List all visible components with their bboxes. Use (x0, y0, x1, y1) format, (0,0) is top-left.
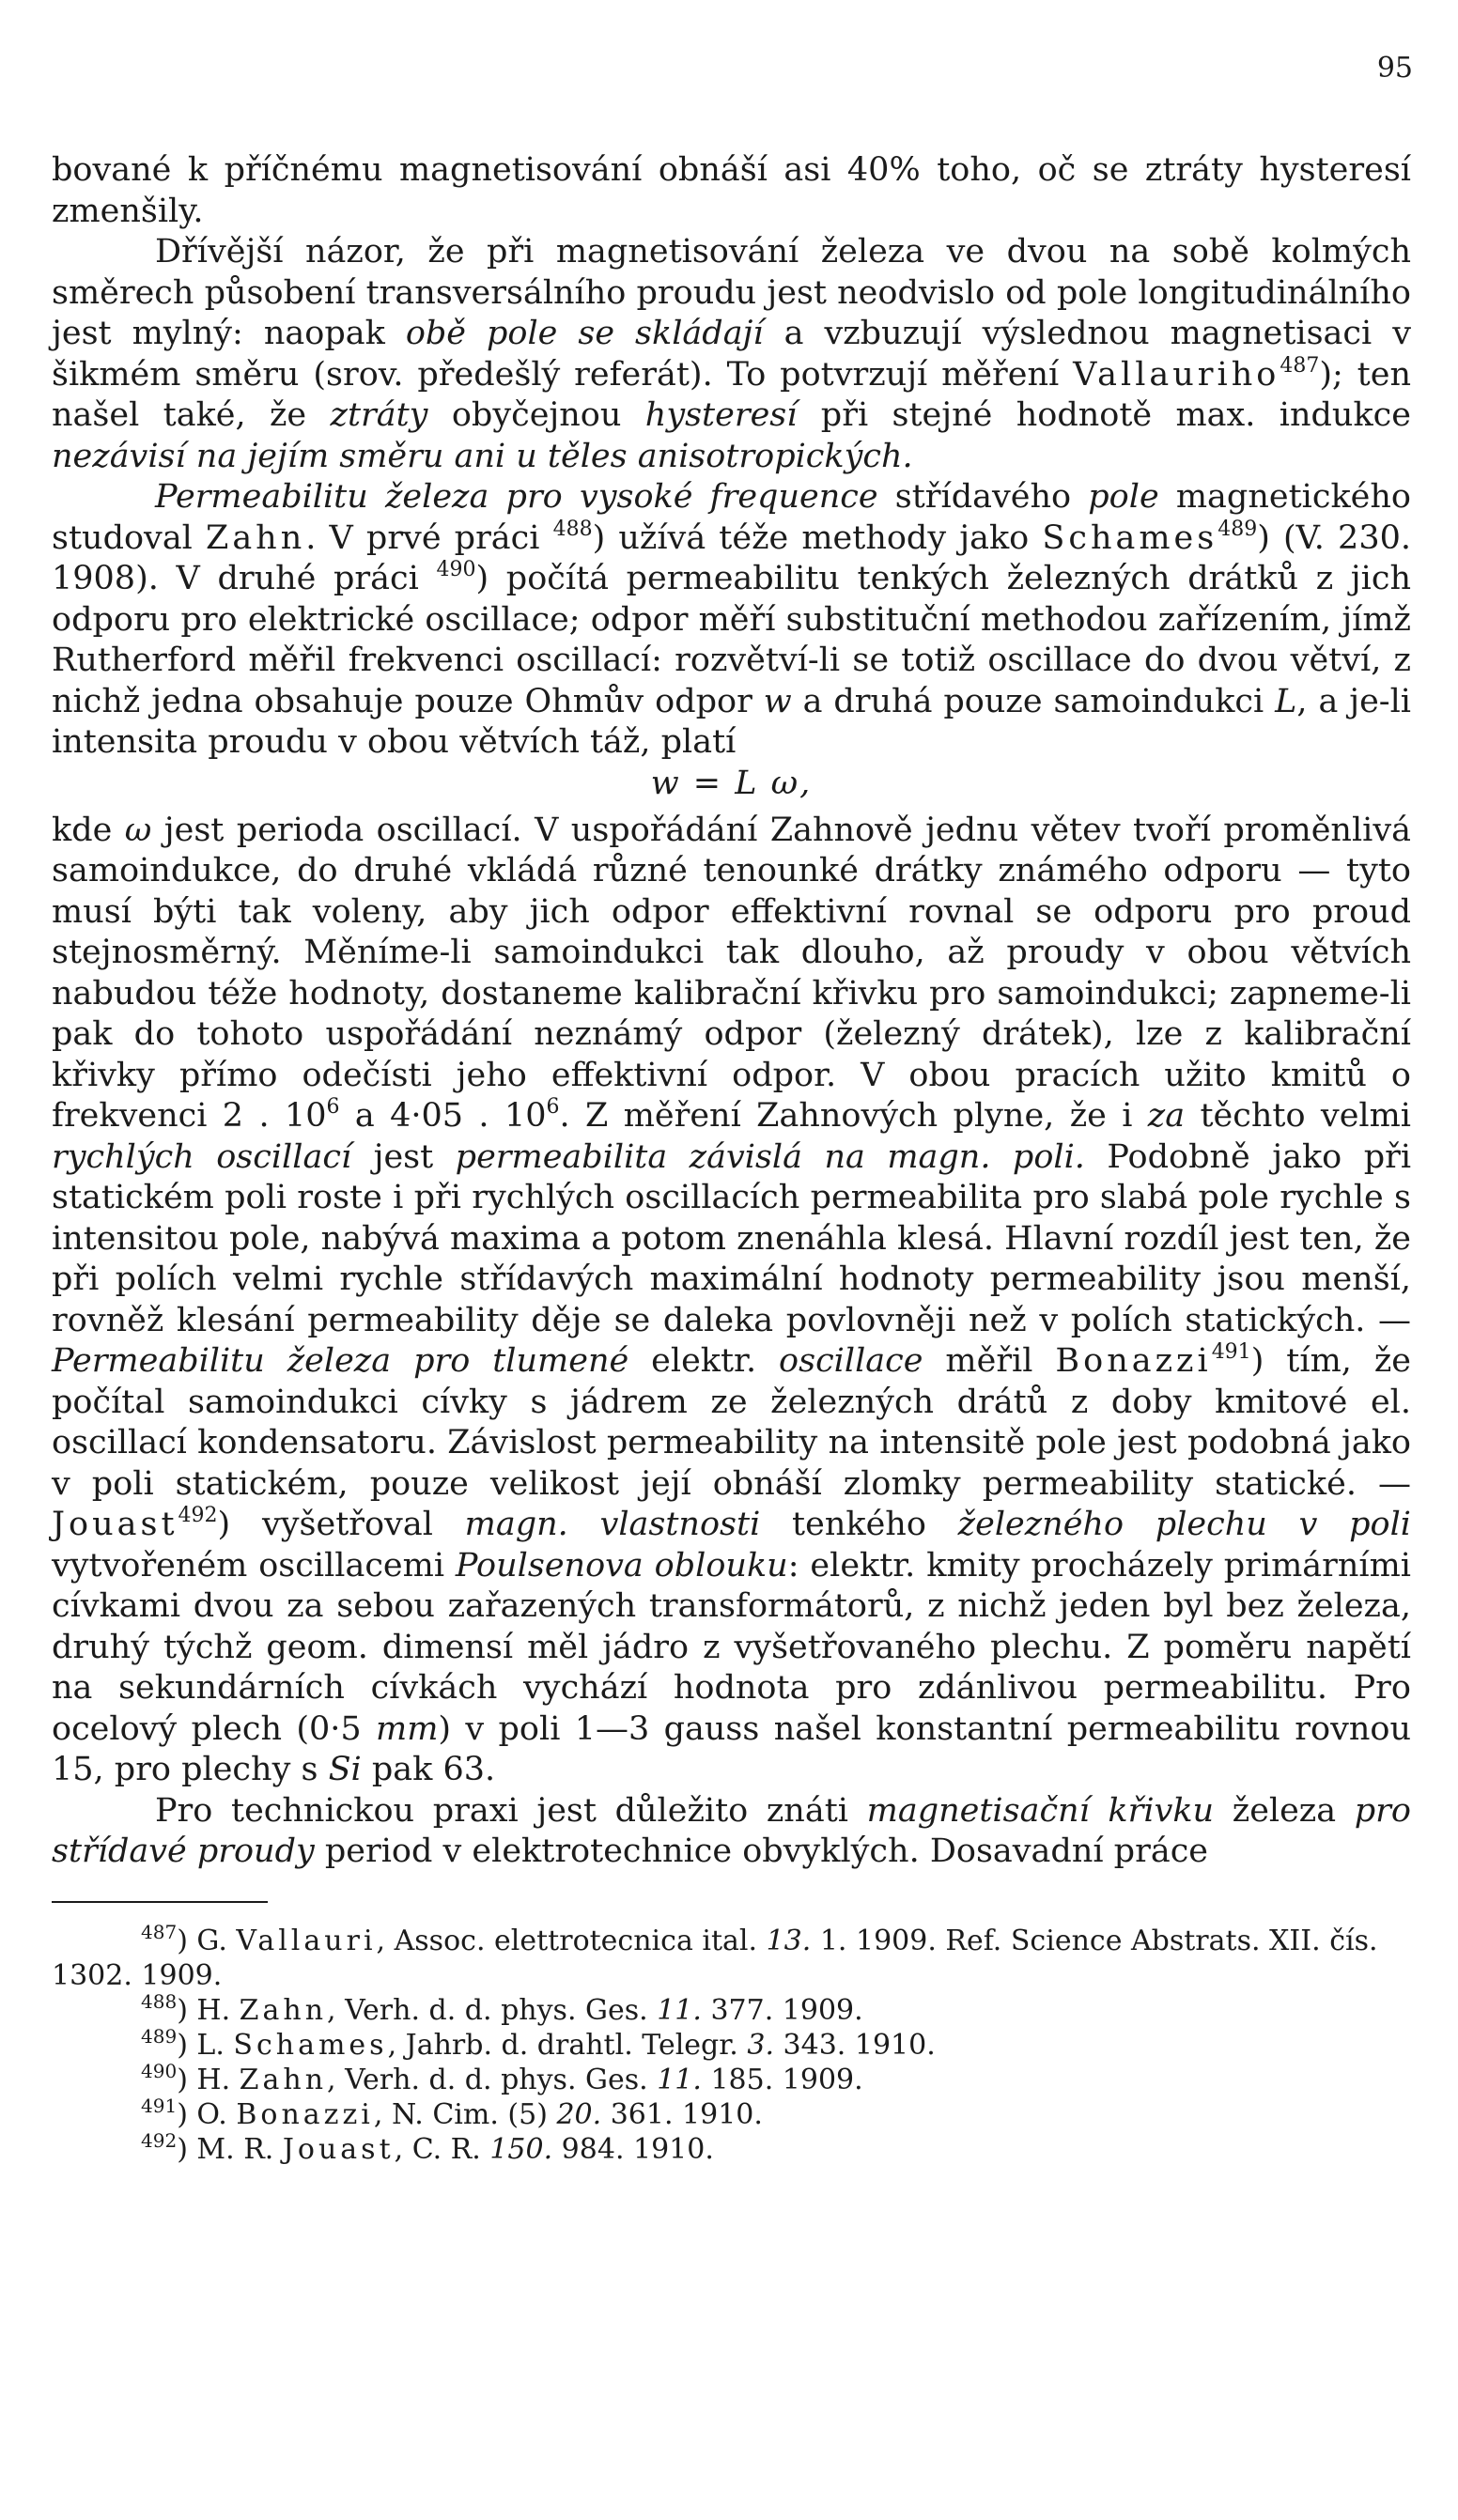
text-run: jest (351, 1137, 456, 1176)
footnote-fn487 (52, 1920, 1411, 1993)
text-run: ) H. (177, 1993, 240, 2027)
text-run: a 4·05 . 10 (339, 1097, 547, 1135)
text-run: ) L. (177, 2028, 234, 2062)
text-run: ) užívá téže methody jako (592, 518, 1043, 557)
text-run: měřil (923, 1342, 1056, 1380)
text-run: ) G. (177, 1924, 237, 1957)
italic-text: obě pole se skládají (405, 315, 764, 352)
italic-text: Permeabilitu železa pro vysoké frequence (155, 478, 878, 516)
text-run: ) O. (177, 2097, 237, 2131)
text-run: , N. Cim. (5) (373, 2097, 557, 2131)
footnote-fn492 (52, 2128, 1411, 2167)
author-name: Schames (1042, 518, 1218, 557)
text-run: ) tím, že počítal samoindukci cívky s jádrem ze železných drátů z doby kmitové el. oscillací kondensatoru. Závislost permeability na intensitě pole jest podobná jako v poli statickém, pouze velikost její obnáší zlomky permeability statické. — (52, 1342, 1411, 1503)
text-run: Podobně jako při statickém poli roste i při rychlých oscillacích permeabilita pro slabá pole rychle s intensitou pole, nabývá maxima a potom znenáhla klesá. Hlavní rozdíl jest ten, že při polích velmi rychle střídavých maximální hodnoty permeability jsou menší, rovněž klesání permeability děje se daleka povlovněji než v polích statických. — (52, 1137, 1412, 1339)
text-run: Dřívější názor, že při magnetisování železa ve dvou na sobě kolmých směrech působení transversálního proudu jest neodvislo od pole longitudinálního jest mylný: naopak (52, 233, 1411, 352)
footnote-reference: 487 (141, 1920, 178, 1943)
footnote-fn491 (52, 2094, 1411, 2132)
italic-text: L (1275, 682, 1297, 720)
text-run: 343. 1910. (774, 2028, 936, 2062)
text-run: 1. 1909. Ref. Science Abstrats. XII. čís. 1302. 1909. (52, 1924, 1378, 1992)
text-run: obyčejnou (427, 396, 645, 434)
text-run: při stejné hodnotě max. indukce (797, 396, 1411, 434)
text-run: ); ten našel také, že (52, 355, 1411, 434)
text-run: 377. 1909. (701, 1993, 863, 2027)
italic-text: Poulsenova oblouku (455, 1546, 788, 1585)
italic-text: pole (1088, 478, 1159, 516)
footnote-fn490 (52, 2059, 1411, 2097)
text-run: a vzbuzují výslednou magnetisaci v šikmém směru (srov. předešlý referát). To potvrzují měření (52, 315, 1411, 394)
author-name: Bonazzi (236, 2097, 374, 2131)
paragraph-p2 (52, 232, 1411, 477)
author-name: Jouast (52, 1506, 178, 1543)
italic-text: železného plechu v poli (957, 1506, 1411, 1543)
text-run: střídavého (877, 478, 1089, 516)
text-run: elektr. (628, 1342, 780, 1380)
text-run: a druhá pouze samoindukci (791, 682, 1276, 720)
italic-text: za (1147, 1097, 1186, 1135)
footnote-fn488 (52, 1989, 1411, 2028)
italic-text: 11. (657, 2063, 702, 2096)
author-name: Schames (233, 2028, 388, 2062)
footnote-reference: 490 (436, 558, 476, 581)
text-run: těchto velmi (1185, 1097, 1411, 1135)
text-run: , Verh. d. d. phys. Ges. (327, 2063, 658, 2096)
italic-text: permeabilita závislá na magn. poli. (455, 1137, 1085, 1176)
author-name: Zahn (206, 518, 306, 557)
body-text (52, 150, 1411, 1873)
author-name: Vallauriho (1073, 355, 1280, 394)
footnote-reference: 491 (141, 2094, 178, 2117)
paragraph-p4 (52, 811, 1411, 1791)
formula (52, 764, 1411, 805)
italic-text: magnetisační křivku (866, 1791, 1215, 1830)
italic-text: magn. vlastnosti (464, 1506, 761, 1543)
italic-text: hysteresí (644, 396, 798, 434)
text-run: w = L ω, (650, 764, 813, 802)
text-run: 984. 1910. (552, 2132, 714, 2166)
footnote-reference: 488 (552, 517, 593, 541)
text-run: ) v poli 1—3 gauss našel konstantní permeabilitu rovnou 15, pro plechy s (52, 1709, 1411, 1788)
text-run: ) (V. 230. 1908). V druhé práci (52, 518, 1411, 597)
text-run: period v elektrotechnice obvyklých. Dosavadní práce (314, 1832, 1209, 1870)
text-run: tenkého (760, 1506, 958, 1543)
italic-text: pro střídavé proudy (52, 1791, 1411, 1870)
italic-text: 13. (766, 1924, 812, 1957)
author-name: Vallauri (236, 1924, 377, 1957)
paragraph-p1 (52, 150, 1411, 232)
footnote-reference: 489 (1218, 517, 1258, 541)
footnote-reference: 6 (326, 1095, 340, 1119)
footnote-fn489 (52, 2024, 1411, 2063)
footnote-reference: 6 (546, 1095, 560, 1119)
italic-text: ztráty (330, 396, 428, 434)
footnote-reference: 489 (141, 2024, 178, 2048)
italic-text: 150. (489, 2132, 553, 2166)
italic-text: mm (376, 1709, 439, 1748)
text-run: bované k příčnému magnetisování obnáší asi 40% toho, oč se ztráty hysteresí zmenšily. (52, 151, 1411, 230)
italic-text: 20. (556, 2097, 602, 2131)
text-run: , Assoc. elettrotecnica ital. (376, 1924, 767, 1957)
footnote-reference: 488 (141, 1989, 178, 2013)
author-name: Zahn (239, 1993, 328, 2027)
italic-text: 11. (657, 1993, 702, 2027)
italic-text: w (763, 682, 792, 720)
text-run: ) H. (177, 2063, 240, 2096)
author-name: Zahn (239, 2063, 328, 2096)
italic-text: 3. (747, 2028, 774, 2062)
footnotes (52, 1920, 1411, 2167)
footnote-reference: 487 (1280, 353, 1320, 378)
italic-text: nezávisí na jejím směru ani u těles anisotropických. (52, 437, 913, 475)
page-number: 95 (1376, 52, 1413, 85)
text-run: . Z měření Zahnových plyne, že i (559, 1097, 1148, 1135)
italic-text: Si (328, 1751, 362, 1788)
footnote-reference: 492 (141, 2128, 178, 2152)
footnote-separator (52, 1901, 268, 1903)
footnote-reference: 491 (1211, 1340, 1251, 1364)
italic-text: rychlých oscillací (52, 1137, 352, 1176)
italic-text: Permeabilitu železa pro tlumené (52, 1342, 629, 1380)
text-run: jest perioda oscillací. V uspořádání Zahnově jednu větev tvoří proměnlivá samoindukce, do druhé vkládá různé tenounké drátky známého odporu — tyto musí býti tak voleny, aby jich odpor effektivní rovnal se odporu pro proud stejnosměrný. Měníme-li samoindukci tak dlouho, až proudy v obou větvích nabudou téže hodnoty, dostaneme kalibrační křivku pro samoindukci; zapneme-li pak do tohoto uspořádání neznámý odpor (železný drátek), lze z kalibrační křivky přímo odečísti jeho effektivní odpor. V obou pracích užito kmitů o frekvenci 2 . 10 (52, 811, 1412, 1135)
text-run: kde (52, 811, 125, 849)
text-run: magnetického studoval (52, 478, 1411, 557)
text-run: , a je-li intensita proudu v obou větvích táž, platí (52, 682, 1412, 761)
text-run: ) počítá permeabilitu tenkých železných drátků z jich odporu pro elektrické oscillace; odpor měří substituční methodou zařízením, jímž Rutherford měřil frekvenci oscillací: rozvětví-li se totiž oscillace do dvou větví, z nichž jedna obsahuje pouze Ohmův odpor (52, 560, 1411, 720)
text-run: pak 63. (361, 1751, 496, 1788)
text-run: Pro technickou praxi jest důležito znáti (155, 1791, 867, 1830)
text-run: železa (1214, 1791, 1355, 1830)
text-run: , Jahrb. d. drahtl. Telegr. (387, 2028, 748, 2062)
text-run: . V prvé práci (305, 518, 553, 557)
author-name: Bonazzi (1055, 1342, 1212, 1380)
text-run: , C. R. (394, 2132, 490, 2166)
italic-text: oscillace (779, 1342, 923, 1380)
formula-line (52, 764, 1411, 811)
footnote-reference: 490 (141, 2059, 178, 2082)
paragraph-p5 (52, 1791, 1411, 1873)
text-run: vytvořeném oscillacemi (52, 1546, 456, 1585)
text-run: 185. 1909. (701, 2063, 863, 2096)
footnote-reference: 492 (178, 1504, 218, 1527)
text-run: ) vyšetřoval (217, 1506, 465, 1543)
text-run: , Verh. d. d. phys. Ges. (327, 1993, 658, 2027)
text-run: ) M. R. (177, 2132, 283, 2166)
text-run: 361. 1910. (601, 2097, 763, 2131)
text-run: : elektr. kmity procházely primárními cívkami dvou za sebou zařazených transformátorů, z nichž jeden byl bez železa, druhý týchž geom. dimensí měl jádro z vyšetřovaného plechu. Z poměru napětí na sekundárních cívkách vychází hodnota pro zdánlivou permeabilitu. Pro ocelový plech (0·5 (52, 1546, 1411, 1748)
paragraph-p3 (52, 477, 1411, 764)
author-name: Jouast (282, 2132, 395, 2166)
italic-text: ω (124, 811, 152, 849)
